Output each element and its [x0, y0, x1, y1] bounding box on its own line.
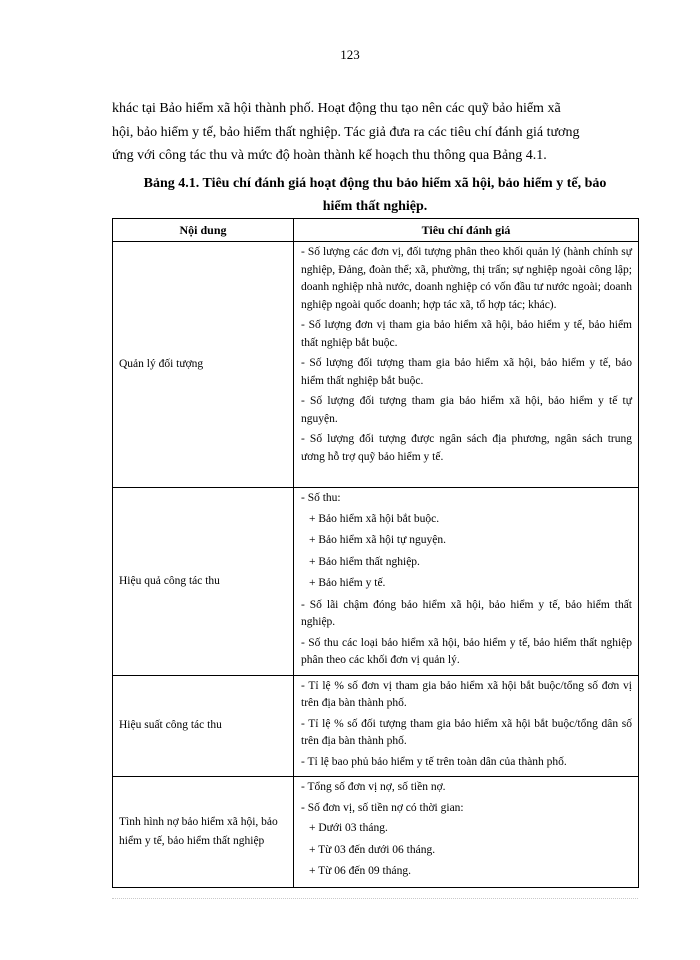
row-criteria: [294, 777, 639, 888]
intro-line: khác tại Bảo hiểm xã hội thành phố. Hoạt động thu tạo nên các quỹ bảo hiểm xã: [112, 101, 561, 116]
criteria-item: - Số lãi chậm đóng bảo hiểm xã hội, bảo hiểm y tế, bảo hiểm thất nghiệp.: [301, 598, 632, 628]
row-criteria: [294, 675, 639, 777]
criteria-item: - Số lượng đối tượng được ngân sách địa phương, ngân sách trung ương hỗ trợ quỹ bảo hiểm y tế.: [301, 433, 632, 463]
table-row: [113, 488, 639, 676]
criteria-subitem: + Bảo hiểm xã hội tự nguyện.: [309, 534, 446, 546]
criteria-item: - Tổng số đơn vị nợ, số tiền nợ.: [301, 781, 446, 793]
criteria-item: - Số lượng đối tượng tham gia bảo hiểm xã hội, bảo hiểm y tế, bảo hiểm thất nghiệp bắt buộc.: [301, 357, 632, 387]
row-content: Hiệu suất công tác thu: [113, 675, 294, 777]
table-row: [113, 675, 639, 777]
criteria-item: - Tỉ lệ % số đối tượng tham gia bảo hiểm xã hội bắt buộc/tổng dân số trên địa bàn thành phố.: [301, 717, 632, 747]
table-header-row: [113, 219, 639, 242]
row-content: Hiệu quả công tác thu: [113, 488, 294, 676]
row-content: Tình hình nợ bảo hiểm xã hội, bảo hiểm y tế, bảo hiểm thất nghiệp: [113, 777, 294, 888]
criteria-item: - Số thu:: [301, 492, 341, 504]
row-content: Quản lý đối tượng: [113, 242, 294, 488]
table-row: [113, 777, 639, 888]
criteria-subitem: + Bảo hiểm xã hội bắt buộc.: [309, 512, 440, 525]
criteria-item: - Số thu các loại bảo hiểm xã hội, bảo hiểm y tế, bảo hiểm thất nghiệp phân theo các khối đơn vị quản lý.: [301, 636, 632, 666]
criteria-item: - Số đơn vị, số tiền nợ có thời gian:: [301, 801, 464, 814]
criteria-table: [112, 218, 639, 888]
criteria-item: - Tỉ lệ % số đơn vị tham gia bảo hiểm xã hội bắt buộc/tổng số đơn vị trên địa bàn thành phố.: [301, 679, 632, 709]
criteria-subitem: + Từ 03 đến dưới 06 tháng.: [309, 843, 436, 856]
table-caption-line: Bảng 4.1. Tiêu chí đánh giá hoạt động thu bảo hiểm xã hội, bảo hiểm y tế, bảo: [143, 176, 607, 191]
header-criteria: Tiêu chí đánh giá: [294, 219, 639, 242]
criteria-subitem: + Bảo hiểm y tế.: [309, 577, 386, 589]
header-content: Nội dung: [113, 219, 294, 242]
row-criteria: [294, 242, 639, 488]
criteria-subitem: + Dưới 03 tháng.: [309, 822, 388, 834]
table-caption-line: hiểm thất nghiệp.: [322, 199, 428, 214]
criteria-subitem: + Bảo hiểm thất nghiệp.: [309, 555, 420, 568]
intro-paragraph: [112, 97, 637, 168]
page-bottom-rule: [112, 898, 638, 899]
criteria-subitem: + Từ 06 đến 09 tháng.: [309, 865, 411, 877]
page-number: 123: [340, 47, 360, 62]
intro-line: ứng với công tác thu và mức độ hoàn thành kế hoạch thu thông qua Bảng 4.1.: [112, 148, 547, 163]
criteria-item: - Số lượng đơn vị tham gia bảo hiểm xã hội, bảo hiểm y tế, bảo hiểm thất nghiệp bắt buộc.: [301, 319, 632, 349]
table-caption: [100, 172, 650, 218]
table-row: [113, 242, 639, 488]
criteria-item: - Tỉ lệ bao phủ bảo hiểm y tế trên toàn dân của thành phố.: [301, 755, 567, 768]
criteria-item: - Số lượng các đơn vị, đối tượng phân theo khối quản lý (hành chính sự nghiệp, Đảng, đoàn thể; xã, phường, thị trấn; sự nghiệp ngoài công lập; doanh nghiệp nhà nước, doanh nghiệp có vốn đầu tư nước ngoài; doanh nghiệp ngoài quốc doanh; hợp tác xã, tổ hợp tác; khác).: [301, 246, 632, 311]
intro-line: hội, bảo hiểm y tế, bảo hiểm thất nghiệp. Tác giả đưa ra các tiêu chí đánh giá tương: [112, 124, 580, 140]
criteria-item: - Số lượng đối tượng tham gia bảo hiểm xã hội, bảo hiểm y tế tự nguyện.: [301, 395, 632, 425]
row-criteria: [294, 488, 639, 676]
